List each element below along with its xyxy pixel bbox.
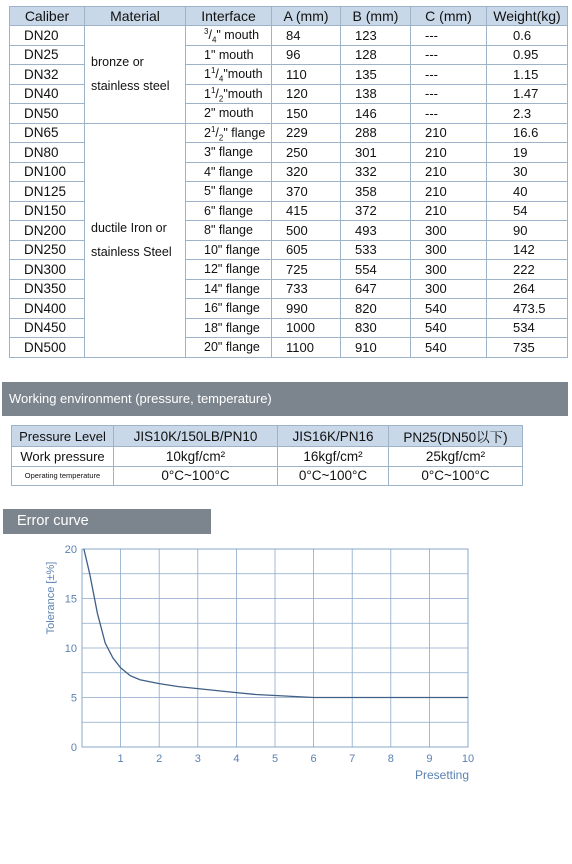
weight-cell: 473.5	[487, 299, 568, 319]
weight-cell: 54	[487, 201, 568, 221]
c-cell: 210	[411, 201, 487, 221]
interface-cell	[186, 299, 272, 319]
weight-cell: 2.3	[487, 104, 568, 124]
c-cell: 210	[411, 143, 487, 163]
header-weight: Weight(kg)	[487, 7, 568, 26]
x-tick-label: 5	[271, 753, 279, 765]
spec-body	[10, 26, 568, 358]
a-cell: 96	[272, 45, 341, 65]
interface-whole: 2	[204, 125, 211, 140]
caliber-cell: DN450	[10, 318, 85, 338]
env-value: 16kgf/cm²	[278, 447, 389, 467]
y-tick-label: 0	[70, 742, 77, 754]
caliber-cell: DN25	[10, 45, 85, 65]
interface-whole: 10	[204, 242, 218, 257]
material-line: stainless Steel	[91, 245, 172, 259]
b-cell: 533	[341, 240, 411, 260]
fraction-slash: /	[215, 67, 219, 82]
interface-whole: 20	[204, 340, 218, 355]
b-cell: 820	[341, 299, 411, 319]
c-cell: 210	[411, 123, 487, 143]
interface-denominator: 4	[218, 74, 224, 84]
env-row-pressure-level	[12, 426, 523, 447]
x-tick-label: 6	[310, 753, 317, 765]
interface-whole: 18	[204, 320, 218, 335]
interface-numerator: 1	[210, 124, 216, 134]
interface-whole: 2	[204, 106, 211, 121]
caliber-cell: DN100	[10, 162, 85, 182]
interface-unit: " flange	[217, 320, 260, 335]
material-line: ductile Iron or	[91, 221, 167, 235]
weight-cell: 90	[487, 221, 568, 241]
header-caliber: Caliber	[10, 7, 85, 26]
env-value: 0°C~100°C	[389, 466, 523, 486]
spec-row	[10, 123, 568, 143]
caliber-cell: DN200	[10, 221, 85, 241]
weight-cell: 264	[487, 279, 568, 299]
interface-whole: 1	[204, 86, 211, 101]
x-tick-label: 2	[156, 753, 163, 765]
a-cell: 370	[272, 182, 341, 202]
weight-cell: 0.95	[487, 45, 568, 65]
x-tick-label: 1	[117, 753, 124, 765]
environment-table	[11, 425, 523, 486]
b-cell: 910	[341, 338, 411, 358]
weight-cell: 735	[487, 338, 568, 358]
c-cell: ---	[411, 45, 487, 65]
a-cell: 229	[272, 123, 341, 143]
interface-numerator: 1	[210, 66, 216, 76]
c-cell: ---	[411, 104, 487, 124]
weight-cell: 19	[487, 143, 568, 163]
b-cell: 123	[341, 26, 411, 46]
interface-unit: "mouth	[223, 86, 263, 101]
interface-whole: 4	[204, 164, 211, 179]
caliber-cell: DN400	[10, 299, 85, 319]
env-value: 0°C~100°C	[278, 466, 389, 486]
material-line: bronze or	[91, 55, 144, 70]
interface-denominator: 4	[211, 35, 217, 45]
spec-table	[9, 6, 568, 358]
interface-cell	[186, 240, 272, 260]
interface-cell	[186, 221, 272, 241]
a-cell: 605	[272, 240, 341, 260]
env-label: Work pressure	[12, 447, 114, 467]
interface-cell	[186, 65, 272, 85]
fraction-slash: /	[215, 86, 219, 101]
a-cell: 733	[272, 279, 341, 299]
interface-unit: " flange	[210, 184, 253, 199]
b-cell: 493	[341, 221, 411, 241]
header-material: Material	[85, 7, 186, 26]
caliber-cell: DN32	[10, 65, 85, 85]
interface-numerator: 1	[210, 85, 216, 95]
c-cell: 540	[411, 299, 487, 319]
interface-denominator: 2	[218, 133, 224, 143]
interface-cell	[186, 123, 272, 143]
b-cell: 647	[341, 279, 411, 299]
interface-unit: " mouth	[210, 106, 254, 121]
interface-cell	[186, 338, 272, 358]
interface-unit: "mouth	[223, 67, 263, 82]
interface-cell	[186, 162, 272, 182]
interface-whole: 6	[204, 203, 211, 218]
interface-unit: " flange	[210, 203, 253, 218]
a-cell: 120	[272, 84, 341, 104]
a-cell: 150	[272, 104, 341, 124]
interface-cell	[186, 45, 272, 65]
header-c: C (mm)	[411, 7, 487, 26]
error-curve-chart	[0, 536, 572, 796]
y-tick-label: 20	[64, 544, 77, 556]
caliber-cell: DN250	[10, 240, 85, 260]
weight-cell: 16.6	[487, 123, 568, 143]
env-row-temperature	[12, 466, 523, 486]
interface-unit: " flange	[217, 281, 260, 296]
a-cell: 320	[272, 162, 341, 182]
header-a: A (mm)	[272, 7, 341, 26]
b-cell: 135	[341, 65, 411, 85]
caliber-cell: DN50	[10, 104, 85, 124]
interface-cell	[186, 279, 272, 299]
interface-cell	[186, 260, 272, 280]
c-cell: ---	[411, 84, 487, 104]
interface-unit: " flange	[210, 164, 253, 179]
interface-whole: 12	[204, 262, 218, 277]
c-cell: ---	[411, 65, 487, 85]
y-tick-label: 10	[64, 643, 77, 655]
env-value: JIS10K/150LB/PN10	[114, 426, 278, 447]
weight-cell: 1.15	[487, 65, 568, 85]
interface-whole: 1	[204, 67, 211, 82]
a-cell: 725	[272, 260, 341, 280]
interface-unit: " flange	[217, 262, 260, 277]
c-cell: 300	[411, 240, 487, 260]
interface-whole: 5	[204, 184, 211, 199]
interface-whole: 8	[204, 223, 211, 238]
spec-row	[10, 26, 568, 46]
b-cell: 138	[341, 84, 411, 104]
a-cell: 250	[272, 143, 341, 163]
environment-title: Working environment (pressure, temperature)	[9, 391, 272, 406]
x-tick-label: 10	[461, 753, 475, 765]
caliber-cell: DN350	[10, 279, 85, 299]
c-cell: 540	[411, 338, 487, 358]
spec-header-row	[10, 7, 568, 26]
caliber-cell: DN150	[10, 201, 85, 221]
b-cell: 146	[341, 104, 411, 124]
interface-cell	[186, 182, 272, 202]
interface-whole: 16	[204, 301, 218, 316]
b-cell: 554	[341, 260, 411, 280]
interface-whole: 14	[204, 281, 218, 296]
a-cell: 990	[272, 299, 341, 319]
env-value: 25kgf/cm²	[389, 447, 523, 467]
b-cell: 332	[341, 162, 411, 182]
environment-section-bar	[2, 382, 568, 416]
material-line: stainless steel	[91, 79, 170, 94]
env-value: PN25(DN50以下)	[389, 426, 523, 447]
interface-cell	[186, 318, 272, 338]
c-cell: 210	[411, 182, 487, 202]
b-cell: 830	[341, 318, 411, 338]
caliber-cell: DN125	[10, 182, 85, 202]
x-axis-label: Presetting	[414, 768, 470, 782]
interface-unit: " flange	[210, 223, 253, 238]
b-cell: 372	[341, 201, 411, 221]
c-cell: 300	[411, 260, 487, 280]
error-curve-title: Error curve	[17, 513, 89, 529]
interface-unit: " mouth	[216, 28, 260, 43]
env-value: 10kgf/cm²	[114, 447, 278, 467]
weight-cell: 40	[487, 182, 568, 202]
a-cell: 1000	[272, 318, 341, 338]
interface-unit: " flange	[217, 242, 260, 257]
interface-cell	[186, 104, 272, 124]
x-tick-label: 8	[387, 753, 394, 765]
a-cell: 500	[272, 221, 341, 241]
b-cell: 128	[341, 45, 411, 65]
weight-cell: 30	[487, 162, 568, 182]
caliber-cell: DN300	[10, 260, 85, 280]
env-label: Operating temperature	[12, 466, 114, 486]
error-curve-section-bar	[3, 509, 211, 534]
interface-cell	[186, 26, 272, 46]
interface-whole: 1	[204, 47, 211, 62]
material-cell	[85, 26, 186, 124]
env-value: 0°C~100°C	[114, 466, 278, 486]
fraction-slash: /	[208, 28, 212, 43]
interface-numerator: 3	[204, 27, 209, 37]
y-tick-label: 15	[64, 593, 77, 606]
interface-cell	[186, 201, 272, 221]
caliber-cell: DN40	[10, 84, 85, 104]
a-cell: 110	[272, 65, 341, 85]
header-interface: Interface	[186, 7, 272, 26]
x-tick-label: 4	[233, 753, 240, 765]
interface-unit: " flange	[217, 301, 260, 316]
a-cell: 1100	[272, 338, 341, 358]
x-tick-label: 9	[426, 753, 433, 765]
caliber-cell: DN65	[10, 123, 85, 143]
b-cell: 301	[341, 143, 411, 163]
c-cell: 300	[411, 279, 487, 299]
fraction-slash: /	[215, 125, 219, 140]
material-cell	[85, 123, 186, 357]
c-cell: 540	[411, 318, 487, 338]
interface-cell	[186, 84, 272, 104]
c-cell: 210	[411, 162, 487, 182]
caliber-cell: DN80	[10, 143, 85, 163]
interface-unit: " flange	[223, 125, 266, 140]
c-cell: 300	[411, 221, 487, 241]
env-value: JIS16K/PN16	[278, 426, 389, 447]
a-cell: 84	[272, 26, 341, 46]
interface-unit: " flange	[210, 145, 253, 160]
weight-cell: 142	[487, 240, 568, 260]
a-cell: 415	[272, 201, 341, 221]
caliber-cell: DN20	[10, 26, 85, 46]
weight-cell: 1.47	[487, 84, 568, 104]
interface-whole: 3	[204, 145, 211, 160]
weight-cell: 534	[487, 318, 568, 338]
interface-cell	[186, 143, 272, 163]
x-tick-label: 7	[349, 753, 356, 765]
b-cell: 288	[341, 123, 411, 143]
c-cell: ---	[411, 26, 487, 46]
interface-unit: " flange	[217, 340, 260, 355]
b-cell: 358	[341, 182, 411, 202]
y-axis-label: Tolerance [±%]	[45, 561, 57, 635]
weight-cell: 0.6	[487, 26, 568, 46]
y-tick-label: 5	[70, 692, 77, 705]
caliber-cell: DN500	[10, 338, 85, 358]
interface-denominator: 2	[218, 94, 224, 104]
interface-unit: " mouth	[210, 47, 254, 62]
env-row-work-pressure	[12, 447, 523, 467]
env-label: Pressure Level	[12, 426, 114, 447]
header-b: B (mm)	[341, 7, 411, 26]
x-tick-label: 3	[194, 753, 201, 765]
weight-cell: 222	[487, 260, 568, 280]
